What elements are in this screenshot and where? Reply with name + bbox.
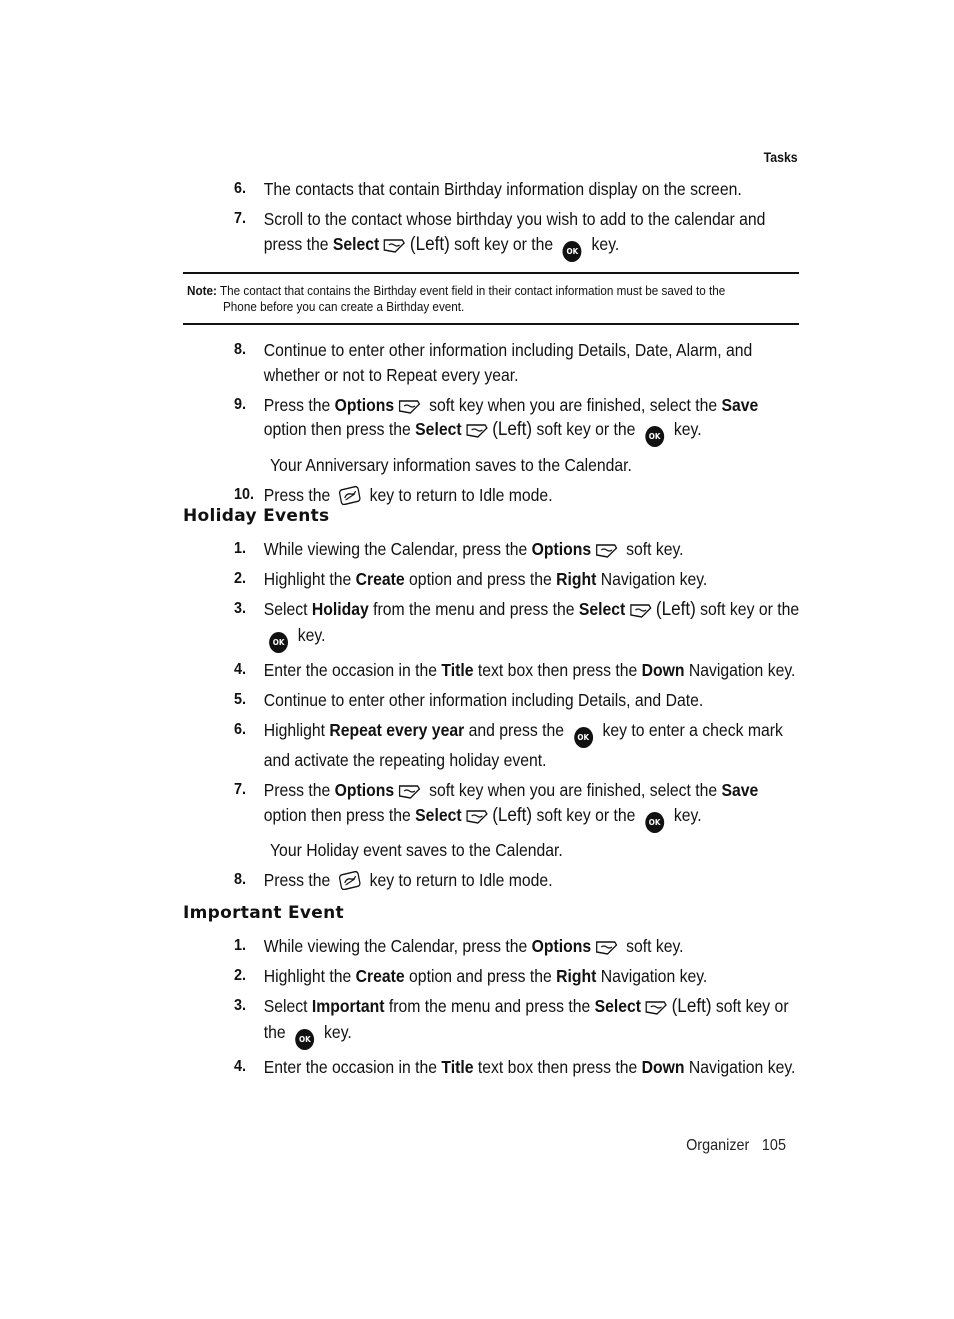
heading-holiday-events: Holiday Events [183,506,330,526]
important-step-3: 3. Select Important from the menu and press the Select (Left) soft key or the OK key. [234,994,801,1050]
birthday-steps [234,177,804,267]
end-key-icon [338,870,361,890]
step-8: 8. Continue to enter other information including Details, Date, Alarm, and whether or not to Repeat every year. [234,340,753,385]
holiday-step-8: 8. Press the key to return to Idle mode. [234,870,553,890]
step-9: 9. Press the Options soft key when you are finished, select the Save option then press the Select (Left) soft key or the OK key. [234,393,801,448]
soft-key-icon [465,807,488,825]
step-10: 10. Press the key to return to Idle mode. [234,484,553,505]
important-step-2: 2. Highlight the Create option and press the Right Navigation key. [234,966,708,986]
ok-key-icon: OK [574,727,593,748]
note-text-line2: Phone before you can create a Birthday event. [223,298,465,314]
ok-key-icon: OK [295,1029,314,1050]
soft-key-icon [383,236,406,254]
ok-key-icon: OK [645,812,664,833]
ok-key-icon: OK [563,241,582,262]
end-key-icon [338,485,361,505]
holiday-step-2: 2. Highlight the Create option and press the Right Navigation key. [234,569,708,589]
soft-key-icon [398,782,421,800]
note-text-line1: The contact that contains the Birthday event field in their contact information must be saved to the [219,283,726,298]
anniversary-result: Your Anniversary information saves to the Calendar. [270,454,632,475]
important-step-1: 1. While viewing the Calendar, press the Options soft key. [234,936,684,956]
holiday-result: Your Holiday event saves to the Calendar. [270,840,563,860]
ok-key-icon: OK [645,426,664,447]
running-header: Tasks [763,149,798,165]
holiday-step-6: 6. Highlight Repeat every year and press the OK key to enter a check mark and activate the repeating holiday event. [234,720,783,770]
ok-key-icon: OK [269,632,288,653]
soft-key-icon [595,541,618,559]
soft-key-icon [465,421,488,439]
holiday-step-7: 7. Press the Options soft key when you are finished, select the Save option then press the Select (Left) soft key or the OK key. [234,778,801,833]
holiday-step-5: 5. Continue to enter other information including Details, and Date. [234,690,704,710]
step-7: 7. Scroll to the contact whose birthday you wish to add to the calendar and press the Select (Left) soft key or the OK key. [234,207,801,262]
page-number: 105 [761,1137,786,1154]
note-box [183,272,799,325]
important-step-4: 4. Enter the occasion in the Title text box then press the Down Navigation key. [234,1057,796,1077]
footer-section: Organizer [686,1137,750,1154]
soft-key-icon [629,601,652,619]
holiday-step-4: 4. Enter the occasion in the Title text box then press the Down Navigation key. [234,660,796,680]
important-steps [234,934,804,1085]
heading-important-event: Important Event [183,903,344,923]
soft-key-icon [595,938,618,956]
soft-key-icon [398,397,421,415]
holiday-steps [234,537,804,898]
soft-key-icon [645,998,668,1016]
step-6: 6. The contacts that contain Birthday information display on the screen. [234,179,742,199]
holiday-step-1: 1. While viewing the Calendar, press the Options soft key. [234,539,684,559]
holiday-step-3: 3. Select Holiday from the menu and press the Select (Left) soft key or the OK key. [234,597,801,653]
note-label: Note: [187,283,217,298]
page-footer [686,1137,786,1155]
anniversary-steps [234,338,804,513]
